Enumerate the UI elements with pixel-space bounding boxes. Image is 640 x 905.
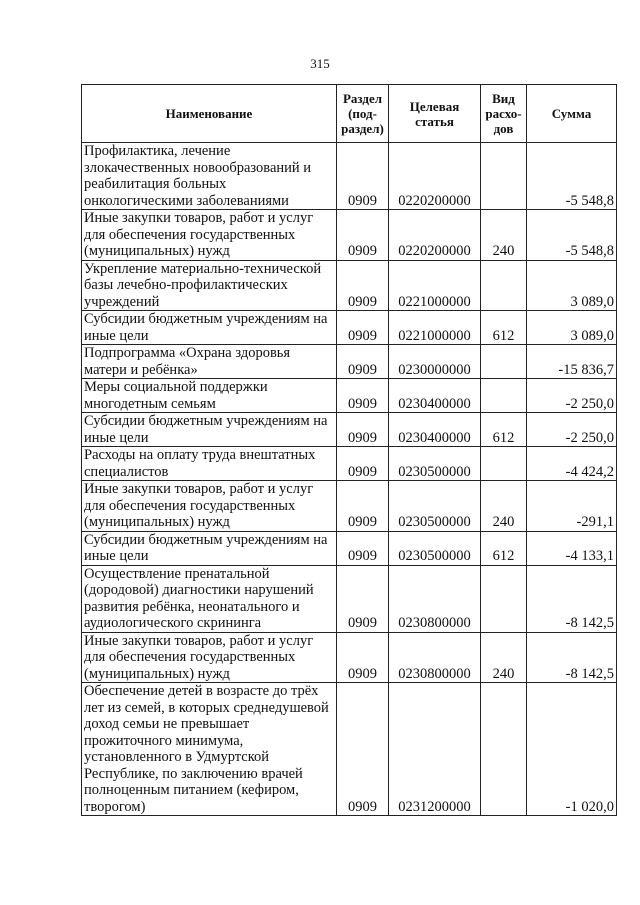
cell-article: 0230500000: [389, 447, 481, 481]
cell-name: Расходы на оплату труда внештатных специалистов: [82, 447, 337, 481]
table-row: [82, 379, 617, 413]
table-row: [82, 345, 617, 379]
cell-kind: 612: [481, 531, 527, 565]
table-row: [82, 413, 617, 447]
cell-section: 0909: [337, 565, 389, 632]
cell-kind: [481, 683, 527, 816]
cell-name: Иные закупки товаров, работ и услуг для обеспечения государственных (муниципальных) нужд: [82, 632, 337, 683]
cell-name: Иные закупки товаров, работ и услуг для обеспечения государственных (муниципальных) нужд: [82, 481, 337, 532]
cell-kind: 612: [481, 311, 527, 345]
cell-article: 0230800000: [389, 565, 481, 632]
cell-name: Подпрограмма «Охрана здоровья матери и ребёнка»: [82, 345, 337, 379]
cell-kind: 240: [481, 481, 527, 532]
cell-name: Субсидии бюджетным учреждениям на иные цели: [82, 311, 337, 345]
cell-section: 0909: [337, 260, 389, 311]
cell-article: 0230400000: [389, 413, 481, 447]
cell-section: 0909: [337, 143, 389, 210]
cell-sum: -5 548,8: [527, 143, 617, 210]
cell-sum: 3 089,0: [527, 260, 617, 311]
budget-table: [81, 84, 617, 816]
cell-sum: -1 020,0: [527, 683, 617, 816]
cell-article: 0231200000: [389, 683, 481, 816]
header-article: Целевая статья: [389, 85, 481, 143]
cell-name: Субсидии бюджетным учреждениям на иные цели: [82, 413, 337, 447]
header-kind: Вид расхо-дов: [481, 85, 527, 143]
cell-article: 0220200000: [389, 210, 481, 261]
cell-kind: [481, 379, 527, 413]
cell-article: 0221000000: [389, 260, 481, 311]
cell-kind: 612: [481, 413, 527, 447]
cell-kind: 240: [481, 632, 527, 683]
cell-sum: -8 142,5: [527, 565, 617, 632]
cell-section: 0909: [337, 210, 389, 261]
cell-name: Субсидии бюджетным учреждениям на иные цели: [82, 531, 337, 565]
cell-section: 0909: [337, 345, 389, 379]
table-row: [82, 565, 617, 632]
cell-sum: -2 250,0: [527, 413, 617, 447]
cell-article: 0230000000: [389, 345, 481, 379]
cell-kind: [481, 345, 527, 379]
cell-name: Меры социальной поддержки многодетным семьям: [82, 379, 337, 413]
cell-section: 0909: [337, 379, 389, 413]
cell-sum: -8 142,5: [527, 632, 617, 683]
table-row: [82, 481, 617, 532]
header-sum: Сумма: [527, 85, 617, 143]
cell-article: 0230500000: [389, 481, 481, 532]
cell-section: 0909: [337, 311, 389, 345]
cell-kind: [481, 447, 527, 481]
cell-article: 0230400000: [389, 379, 481, 413]
cell-section: 0909: [337, 683, 389, 816]
cell-sum: -4 424,2: [527, 447, 617, 481]
cell-sum: 3 089,0: [527, 311, 617, 345]
cell-section: 0909: [337, 413, 389, 447]
cell-name: Обеспечение детей в возрасте до трёх лет из семей, в которых среднедушевой доход семьи не превышает прожиточного минимума, установленного в Удмуртской Республике, по заключению врачей полноценным питанием (кефиром, творогом): [82, 683, 337, 816]
table-row: [82, 531, 617, 565]
cell-section: 0909: [337, 447, 389, 481]
cell-section: 0909: [337, 531, 389, 565]
cell-article: 0230800000: [389, 632, 481, 683]
cell-kind: [481, 143, 527, 210]
cell-name: Иные закупки товаров, работ и услуг для обеспечения государственных (муниципальных) нужд: [82, 210, 337, 261]
cell-article: 0221000000: [389, 311, 481, 345]
cell-kind: [481, 565, 527, 632]
table-row: [82, 311, 617, 345]
table-header-row: [82, 85, 617, 143]
table-row: [82, 447, 617, 481]
cell-sum: -2 250,0: [527, 379, 617, 413]
table-row: [82, 683, 617, 816]
cell-article: 0230500000: [389, 531, 481, 565]
table-row: [82, 210, 617, 261]
cell-sum: -15 836,7: [527, 345, 617, 379]
cell-name: Осуществление пренатальной (дородовой) диагностики нарушений развития ребёнка, неонатального и аудиологического скрининга: [82, 565, 337, 632]
table-row: [82, 632, 617, 683]
cell-sum: -5 548,8: [527, 210, 617, 261]
cell-kind: 240: [481, 210, 527, 261]
cell-section: 0909: [337, 632, 389, 683]
table-row: [82, 260, 617, 311]
cell-kind: [481, 260, 527, 311]
cell-name: Укрепление материально-технической базы лечебно-профилактических учреждений: [82, 260, 337, 311]
page-number: 315: [310, 56, 330, 71]
cell-section: 0909: [337, 481, 389, 532]
cell-sum: -4 133,1: [527, 531, 617, 565]
header-section: Раздел (под-раздел): [337, 85, 389, 143]
cell-name: Профилактика, лечение злокачественных новообразований и реабилитация больных онкологическими заболеваниями: [82, 143, 337, 210]
cell-sum: -291,1: [527, 481, 617, 532]
header-name: Наименование: [82, 85, 337, 143]
table-row: [82, 143, 617, 210]
cell-article: 0220200000: [389, 143, 481, 210]
